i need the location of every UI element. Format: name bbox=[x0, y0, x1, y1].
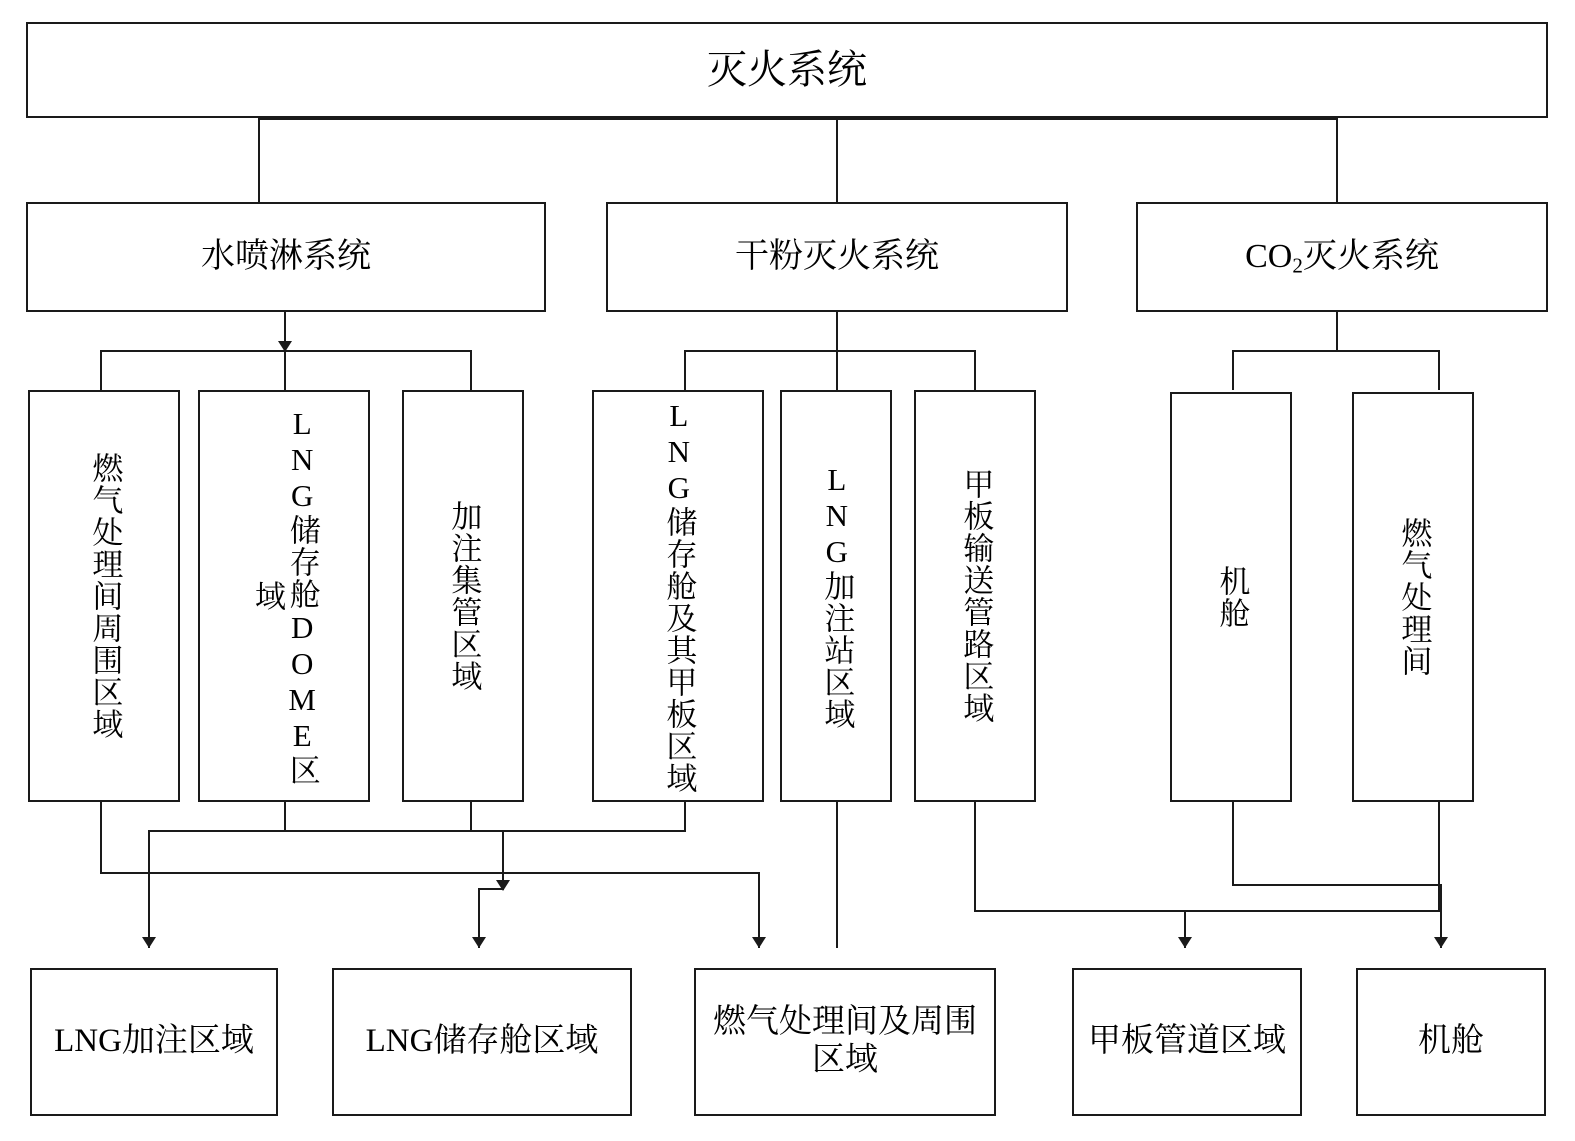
route-a7-down bbox=[1232, 802, 1234, 886]
system-node-co2 bbox=[1136, 202, 1548, 312]
route-a3-down bbox=[470, 802, 472, 832]
area-node-gas-processing-room bbox=[1352, 392, 1474, 802]
arrowhead-b3 bbox=[752, 937, 766, 948]
bottom-node-engine-room bbox=[1356, 968, 1546, 1116]
bottom-node-lng-tank-area bbox=[332, 968, 632, 1116]
route-a3-to-b1 bbox=[148, 830, 150, 948]
bottom-node-deck-piping-area bbox=[1072, 968, 1302, 1116]
connector-co2-to-a8 bbox=[1438, 350, 1440, 390]
route-a2-down bbox=[284, 802, 286, 832]
route-a4-down bbox=[684, 802, 686, 832]
arrowhead-a2-junction bbox=[496, 880, 510, 891]
system-node-dry-powder-label: 干粉灭火系统 bbox=[735, 238, 939, 276]
root-node-label: 灭火系统 bbox=[707, 47, 867, 92]
bottom-node-deck-piping-area-label: 甲板管道区域 bbox=[1088, 1023, 1286, 1060]
bottom-node-gas-room-and-surroundings-label: 燃气处理间及周围区域 bbox=[713, 1004, 977, 1078]
route-a6-right bbox=[974, 910, 1186, 912]
route-a5-down bbox=[836, 802, 838, 948]
bottom-node-lng-tank-area-label: LNG储存舱区域 bbox=[365, 1023, 599, 1060]
connector-co2-bus bbox=[1232, 350, 1440, 352]
connector-co2-stem bbox=[1336, 312, 1338, 352]
route-a6-down bbox=[974, 802, 976, 912]
area-node-deck-transfer-pipeline bbox=[914, 390, 1036, 802]
route-a8-left bbox=[1184, 910, 1440, 912]
route-a8-down bbox=[1438, 802, 1440, 912]
system-node-water-spray-label: 水喷淋系统 bbox=[201, 238, 371, 276]
connector-water-to-a3 bbox=[470, 350, 472, 390]
arrowhead-b4 bbox=[1178, 937, 1192, 948]
route-a1-down bbox=[100, 802, 102, 874]
connector-root-down-left bbox=[258, 118, 260, 202]
area-node-lng-tank-and-deck-label: LNG储存舱及其甲板区域 bbox=[661, 398, 697, 794]
bottom-node-lng-bunkering-area bbox=[30, 968, 278, 1116]
connector-root-bus bbox=[258, 118, 1338, 120]
connector-powder-to-a5 bbox=[836, 350, 838, 390]
area-node-bunkering-manifold bbox=[402, 390, 524, 802]
system-node-co2-label: $CO_2$灭火系统 bbox=[1245, 237, 1439, 278]
bottom-node-engine-room-label: 机舱 bbox=[1418, 1023, 1484, 1060]
connector-water-to-a2 bbox=[284, 350, 286, 390]
connector-powder-bus bbox=[684, 350, 976, 352]
arrowhead-water-stem bbox=[278, 341, 292, 352]
area-node-gas-processing-room-surroundings bbox=[28, 390, 180, 802]
system-node-water-spray bbox=[26, 202, 546, 312]
area-node-gas-processing-room-label: 燃气处理间 bbox=[1396, 517, 1432, 677]
system-node-dry-powder bbox=[606, 202, 1068, 312]
bottom-node-gas-room-and-surroundings bbox=[694, 968, 996, 1116]
area-node-engine-room-label: 机舱 bbox=[1214, 565, 1250, 629]
area-node-lng-tank-dome bbox=[198, 390, 370, 802]
area-node-bunkering-manifold-label: 加注集管区域 bbox=[446, 500, 482, 692]
area-node-lng-tank-dome-label: LNG储存舱DOME区域 bbox=[250, 406, 320, 786]
root-node-fire-extinguishing-system bbox=[26, 22, 1548, 118]
connector-powder-to-a4 bbox=[684, 350, 686, 390]
area-node-gas-processing-room-surroundings-label: 燃气处理间周围区域 bbox=[87, 452, 123, 740]
connector-powder-to-a6 bbox=[974, 350, 976, 390]
connector-root-down-mid bbox=[836, 118, 838, 202]
arrowhead-b1 bbox=[142, 937, 156, 948]
connector-water-to-a1 bbox=[100, 350, 102, 390]
connector-powder-stem bbox=[836, 312, 838, 352]
area-node-deck-transfer-pipeline-label: 甲板输送管路区域 bbox=[958, 468, 994, 724]
arrowhead-b2 bbox=[472, 937, 486, 948]
route-a4-left bbox=[284, 830, 686, 832]
bottom-node-lng-bunkering-area-label: LNG加注区域 bbox=[54, 1023, 254, 1060]
connector-co2-to-a7 bbox=[1232, 350, 1234, 390]
route-a7-right bbox=[1232, 884, 1442, 886]
arrowhead-b5 bbox=[1434, 937, 1448, 948]
route-a1-right bbox=[100, 872, 760, 874]
connector-root-down-right bbox=[1336, 118, 1338, 202]
area-node-lng-bunkering-station-label: LNG加注站区域 bbox=[819, 462, 855, 730]
area-node-lng-bunkering-station bbox=[780, 390, 892, 802]
area-node-engine-room bbox=[1170, 392, 1292, 802]
area-node-lng-tank-and-deck bbox=[592, 390, 764, 802]
